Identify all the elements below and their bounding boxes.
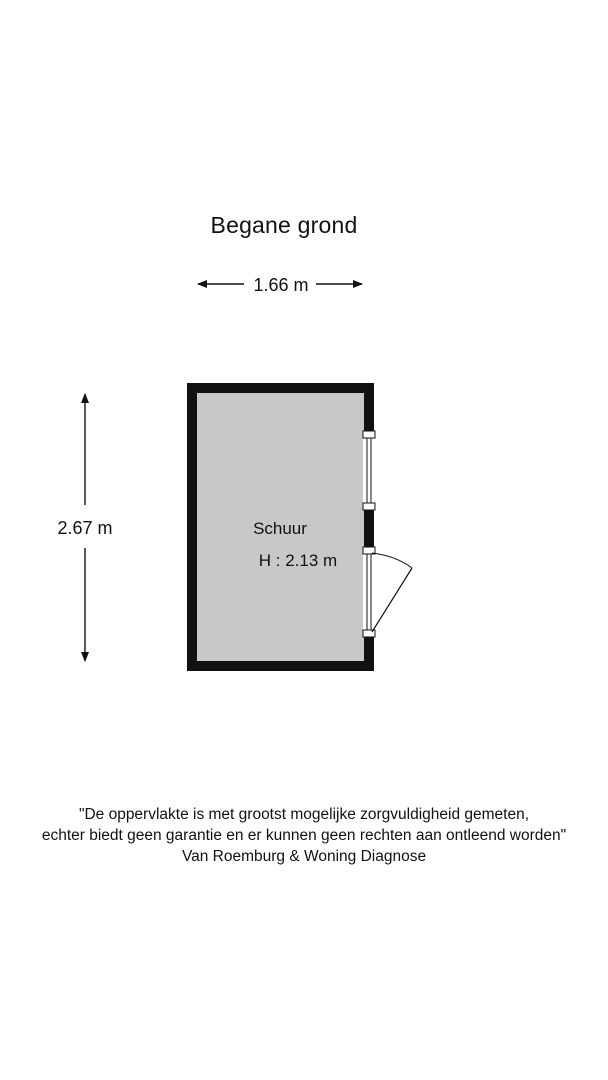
- room-name: Schuur: [253, 519, 307, 538]
- disclaimer-line-1: "De oppervlakte is met grootst mogelijke zorgvuldigheid gemeten,: [78, 806, 530, 823]
- door-leaf: [372, 568, 412, 632]
- width-dimension: [198, 275, 362, 295]
- width-label: 1.66 m: [253, 275, 309, 295]
- disclaimer-line-2: echter biedt geen garantie en er kunnen geen rechten aan ontleend worden": [41, 827, 567, 844]
- height-label: 2.67 m: [57, 518, 113, 538]
- room-ceiling-height: H : 2.13 m: [258, 551, 338, 570]
- height-dimension: [57, 394, 112, 661]
- floor-title: Begane grond: [210, 212, 358, 238]
- disclaimer-line-3: Van Roemburg & Woning Diagnose: [181, 848, 427, 865]
- door: [363, 547, 412, 637]
- disclaimer: [0, 804, 608, 867]
- door-swing-arc: [372, 553, 412, 568]
- window: [363, 431, 375, 510]
